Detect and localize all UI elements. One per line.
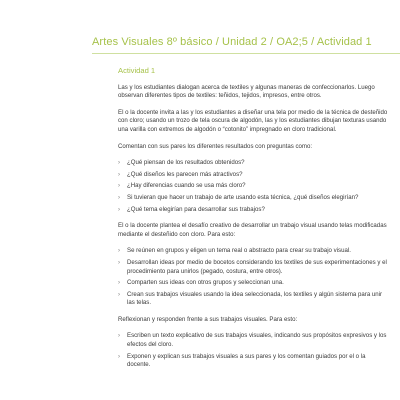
bullet-icon: ›: [118, 206, 120, 213]
paragraph-challenge: El o la docente plantea el desafío creativo de desarrollar un trabajo visual usando telas modificadas mediante el desteñido con cloro. Para esto:: [118, 222, 387, 238]
list-item: › Crean sus trabajos visuales usando la idea seleccionada, los textiles y algún sistema para unir las telas.: [118, 290, 383, 307]
bullet-icon: ›: [118, 280, 120, 287]
reflection-list: [118, 332, 388, 369]
document-header-title: Artes Visuales 8º básico / Unidad 2 / OA2;5 / Actividad 1: [92, 36, 372, 48]
list-item: › ¿Qué piensan de los resultados obtenidos?: [118, 159, 245, 167]
bullet-icon: ›: [118, 353, 120, 360]
activity-content: [118, 67, 388, 378]
bullet-icon: ›: [118, 333, 120, 340]
activity-title: Actividad 1: [118, 66, 156, 75]
bullet-icon: ›: [118, 194, 120, 201]
header-divider: [92, 53, 400, 54]
paragraph-technique: El o la docente invita a las y los estudiantes a diseñar una tela por medio de la técnica de desteñido con cloro; usando un trozo de tela oscura de algodón, las y los estudiantes dibujan texturas usando una varilla con extremos de algodón o “cotonito” impregnado en cloro tradicional.: [118, 108, 388, 133]
list-item: › Si tuvieran que hacer un trabajo de arte usando esta técnica, ¿qué diseños elegirían?: [118, 193, 359, 201]
questions-list: [118, 159, 388, 214]
bullet-icon: ›: [118, 160, 120, 167]
list-item: › ¿Qué tema elegirían para desarrollar sus trabajos?: [118, 205, 265, 213]
list-item: › Comparten sus ideas con otros grupos y seleccionan una.: [118, 279, 284, 287]
steps-list: [118, 247, 388, 308]
list-item: › Se reúnen en grupos y eligen un tema real o abstracto para crear su trabajo visual.: [118, 247, 351, 255]
paragraph-questions-intro: Comentan con sus pares los diferentes resultados con preguntas como:: [118, 142, 313, 150]
list-item: › ¿Qué diseños les parecen más atractivos?: [118, 170, 243, 178]
list-item: › Exponen y explican sus trabajos visuales a sus pares y los comentan guiados por el o la docente.: [118, 352, 366, 369]
bullet-icon: ›: [118, 259, 120, 266]
paragraph-intro: Las y los estudiantes dialogan acerca de textiles y algunas maneras de confeccionarlos. Luego observan diferentes tipos de textiles: teñidos, tejidos, impresos, entre otros.: [118, 83, 375, 100]
bullet-icon: ›: [118, 291, 120, 298]
paragraph-reflection: Reflexionan y responden frente a sus trabajos visuales. Para esto:: [118, 315, 298, 323]
bullet-icon: ›: [118, 248, 120, 255]
bullet-icon: ›: [118, 171, 120, 178]
list-item: › ¿Hay diferencias cuando se usa más cloro?: [118, 182, 246, 190]
list-item: › Desarrollan ideas por medio de bocetos considerando los textiles de sus experimentaciones y el procedimiento para unirlos (pegado, costura, entre otros).: [118, 258, 387, 275]
bullet-icon: ›: [118, 183, 120, 190]
list-item: › Escriben un texto explicativo de sus trabajos visuales, indicando sus propósitos expresivos y los efectos del cloro.: [118, 332, 387, 349]
